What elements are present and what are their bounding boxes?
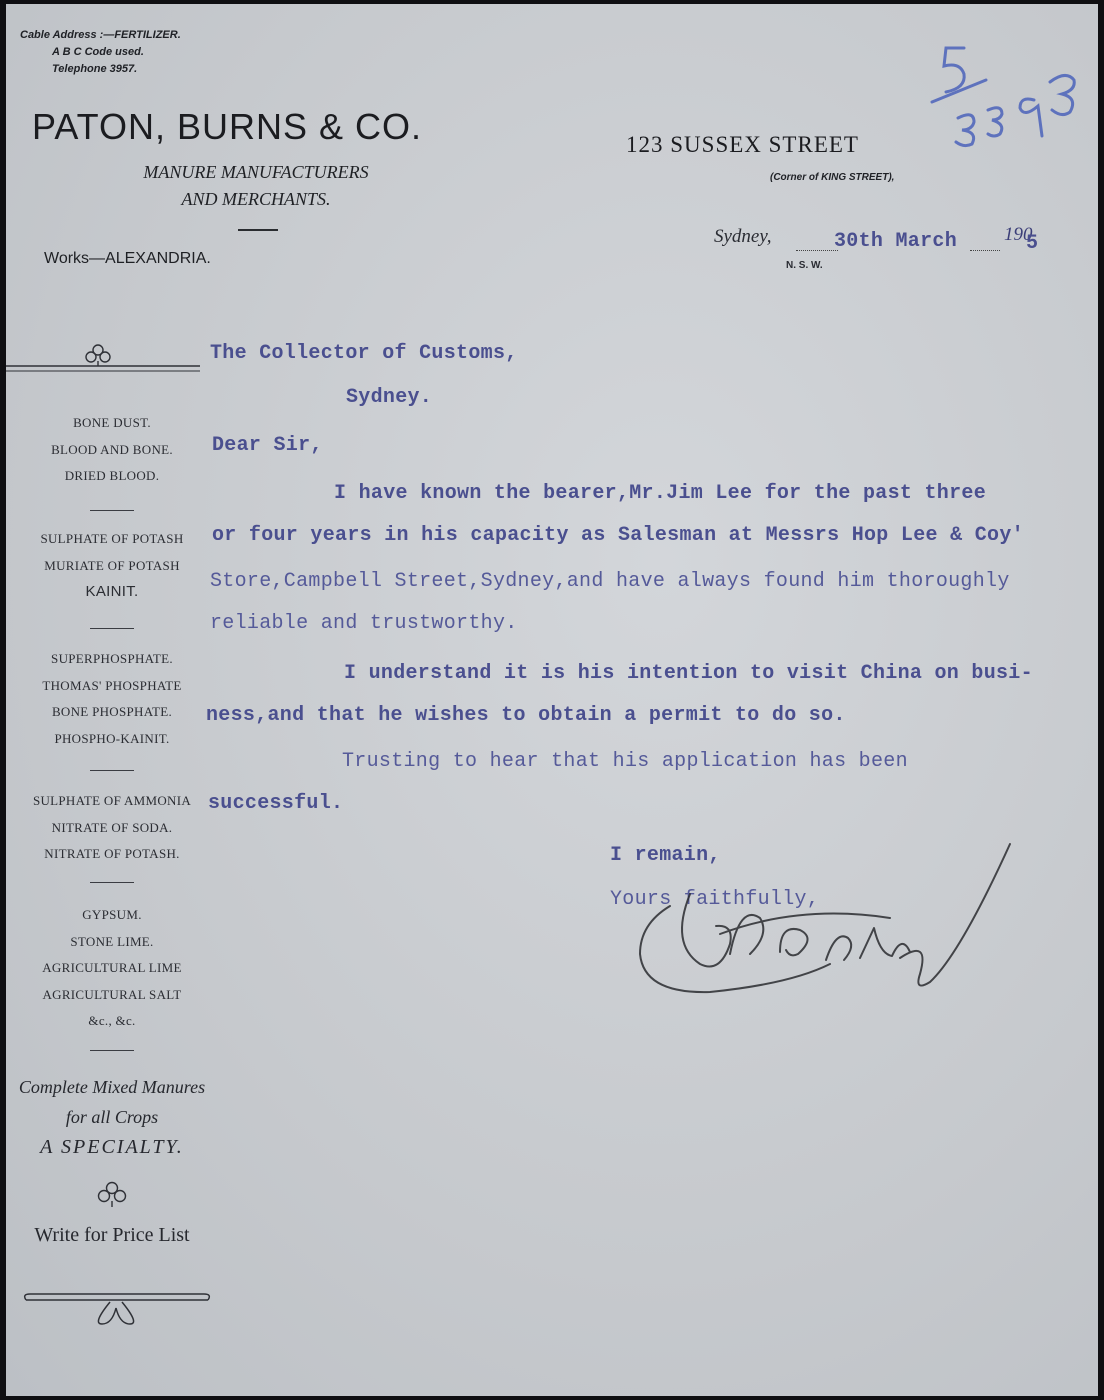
product-item: KAINIT. xyxy=(85,583,139,600)
tagline-line-2: AND MERCHANTS. xyxy=(181,189,331,209)
date-dots-1 xyxy=(796,250,838,251)
products-group-3 xyxy=(6,646,218,752)
specialty-line-3: A SPECIALTY. xyxy=(40,1136,184,1158)
date-place: Sydney, xyxy=(714,226,772,247)
handwritten-reference xyxy=(916,40,1086,150)
body-line: or four years in his capacity as Salesman at Messrs Hop Lee & Coy' xyxy=(212,524,1024,547)
group-divider xyxy=(90,510,134,511)
products-group-2 xyxy=(6,526,218,606)
product-item: NITRATE OF SODA. xyxy=(51,819,173,835)
product-item: STONE LIME. xyxy=(70,933,154,949)
body-line: Store,Campbell Street,Sydney,and have always found him thoroughly xyxy=(210,570,1010,593)
corner-note: (Corner of KING STREET), xyxy=(770,172,895,183)
top-ornament xyxy=(6,342,206,378)
product-item: SULPHATE OF POTASH xyxy=(40,531,184,546)
ref-digit-3c xyxy=(1050,75,1074,114)
bottom-ornament xyxy=(20,1290,214,1332)
ref-fraction-line xyxy=(932,80,986,102)
product-item: BONE DUST. xyxy=(73,415,151,430)
ref-digit-3b xyxy=(988,108,1002,136)
group-divider xyxy=(90,1050,134,1051)
closing-line-2: Yours faithfully, xyxy=(610,888,820,911)
clover-icon xyxy=(86,345,110,366)
body-line: Trusting to hear that his application has been xyxy=(342,750,908,773)
code-used: A B C Code used. xyxy=(52,46,144,58)
products-group-1 xyxy=(6,410,218,490)
product-item: NITRATE OF POTASH. xyxy=(44,846,180,861)
product-item: BLOOD AND BONE. xyxy=(51,441,173,457)
body-line: successful. xyxy=(208,792,344,815)
date-year-prefix: 190 xyxy=(1004,224,1033,245)
body-line: I understand it is his intention to visit China on busi- xyxy=(344,662,1033,685)
ref-digit-3a xyxy=(956,115,974,146)
scroll-icon xyxy=(98,1302,133,1324)
group-divider xyxy=(90,882,134,883)
group-divider xyxy=(90,770,134,771)
product-item: AGRICULTURAL SALT xyxy=(42,986,182,1002)
product-item: &c., &c. xyxy=(88,1013,136,1028)
product-item: GYPSUM. xyxy=(82,907,142,922)
ref-digit-9 xyxy=(1020,99,1042,136)
products-group-5 xyxy=(6,902,218,1035)
product-item: PHOSPHO-KAINIT. xyxy=(54,730,170,746)
group-divider xyxy=(90,628,134,629)
tagline-divider xyxy=(238,229,278,231)
specialty-block xyxy=(6,1072,218,1162)
works-location: Works—ALEXANDRIA. xyxy=(44,250,211,267)
product-item: AGRICULTURAL LIME xyxy=(42,960,182,975)
state-nsw: N. S. W. xyxy=(786,260,823,271)
letter-sheet xyxy=(6,4,1098,1396)
specialty-line-2: for all Crops xyxy=(65,1107,159,1127)
product-item: BONE PHOSPHATE. xyxy=(51,704,173,719)
street-address: 123 SUSSEX STREET xyxy=(626,132,859,157)
specialty-line-1: Complete Mixed Manures xyxy=(18,1077,206,1097)
recipient-line-1: The Collector of Customs, xyxy=(210,342,518,365)
telephone: Telephone 3957. xyxy=(52,63,138,75)
cable-address: Cable Address :—FERTILIZER. xyxy=(20,29,181,41)
body-line: reliable and trustworthy. xyxy=(210,612,518,635)
recipient-line-2: Sydney. xyxy=(346,386,433,409)
company-tagline xyxy=(106,159,406,213)
product-item: SULPHATE OF AMMONIA xyxy=(32,793,192,808)
clover-icon xyxy=(94,1180,130,1210)
salutation: Dear Sir, xyxy=(212,434,323,457)
product-item: THOMAS' PHOSPHATE xyxy=(42,677,182,693)
body-line: I have known the bearer,Mr.Jim Lee for the past three xyxy=(334,482,987,505)
tagline-line-1: MANURE MANUFACTURERS xyxy=(143,162,369,182)
signature xyxy=(630,834,1020,1004)
ref-digit-5 xyxy=(944,48,964,92)
price-list-note: Write for Price List xyxy=(34,1224,190,1246)
product-item: MURIATE OF POTASH xyxy=(44,557,180,573)
date-year-typed: 5 xyxy=(1026,232,1039,255)
product-item: SUPERPHOSPHATE. xyxy=(51,651,173,666)
date-dots-2 xyxy=(970,250,1000,251)
body-line: ness,and that he wishes to obtain a permit to do so. xyxy=(206,704,846,727)
company-name: PATON, BURNS & CO. xyxy=(32,106,423,147)
products-group-4 xyxy=(6,788,218,868)
closing-line-1: I remain, xyxy=(610,844,721,867)
date-typed: 30th March xyxy=(834,230,958,253)
product-item: DRIED BLOOD. xyxy=(64,468,160,483)
